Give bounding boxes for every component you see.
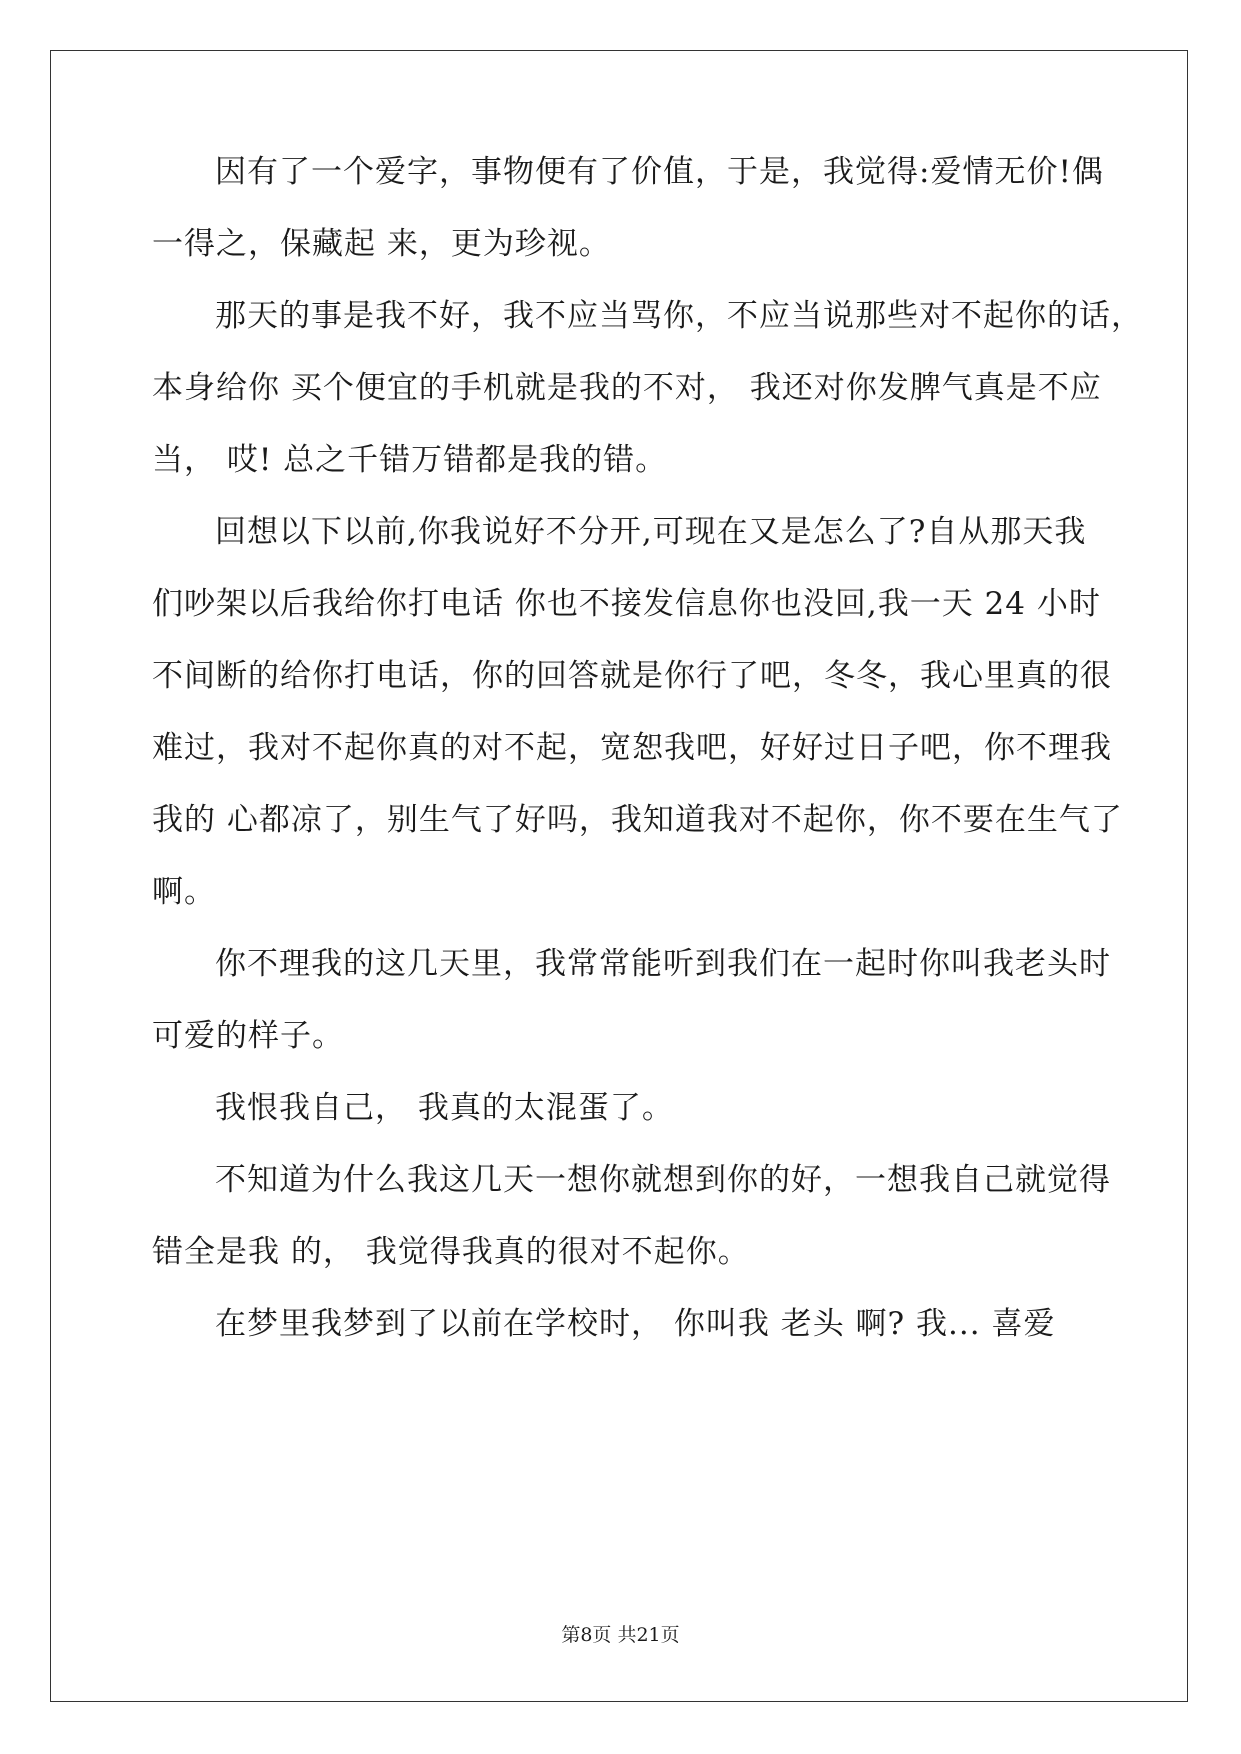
page-number-footer: 第8页 共21页 xyxy=(561,1624,680,1646)
text-line: 们吵架以后我给你打电话 你也不接发信息你也没回,我一天 24 小时 xyxy=(152,586,1101,622)
text-line: 我恨我自己， 我真的太混蛋了。 xyxy=(215,1090,674,1126)
text-line: 本身给你 买个便宜的手机就是我的不对， 我还对你发脾气真是不应 xyxy=(152,370,1102,406)
text-line: 可爱的样子。 xyxy=(152,1018,344,1054)
text-line: 不知道为什么我这几天一想你就想到你的好，一想我自己就觉得 xyxy=(215,1162,1111,1198)
text-line: 因有了一个爱字，事物便有了价值，于是，我觉得:爱情无价!偶 xyxy=(215,154,1104,190)
text-line: 不间断的给你打电话，你的回答就是你行了吧，冬冬，我心里真的很 xyxy=(152,658,1112,694)
text-line: 回想以下以前,你我说好不分开,可现在又是怎么了?自从那天我 xyxy=(215,514,1087,550)
text-line: 在梦里我梦到了以前在学校时， 你叫我 老头 啊? 我... 喜爱 xyxy=(215,1306,1056,1342)
text-line: 错全是我 的， 我觉得我真的很对不起你。 xyxy=(152,1234,750,1270)
text-line: 当， 哎! 总之千错万错都是我的错。 xyxy=(152,442,668,478)
text-line: 我的 心都凉了，别生气了好吗，我知道我对不起你，你不要在生气了 xyxy=(152,802,1123,838)
text-line: 难过，我对不起你真的对不起，宽恕我吧，好好过日子吧，你不理我 xyxy=(152,730,1112,766)
text-line: 那天的事是我不好，我不应当骂你，不应当说那些对不起你的话， xyxy=(215,298,1143,334)
text-line: 一得之，保藏起 来，更为珍视。 xyxy=(152,226,611,262)
text-line: 啊。 xyxy=(152,874,216,910)
text-line: 你不理我的这几天里，我常常能听到我们在一起时你叫我老头时 xyxy=(215,946,1111,982)
